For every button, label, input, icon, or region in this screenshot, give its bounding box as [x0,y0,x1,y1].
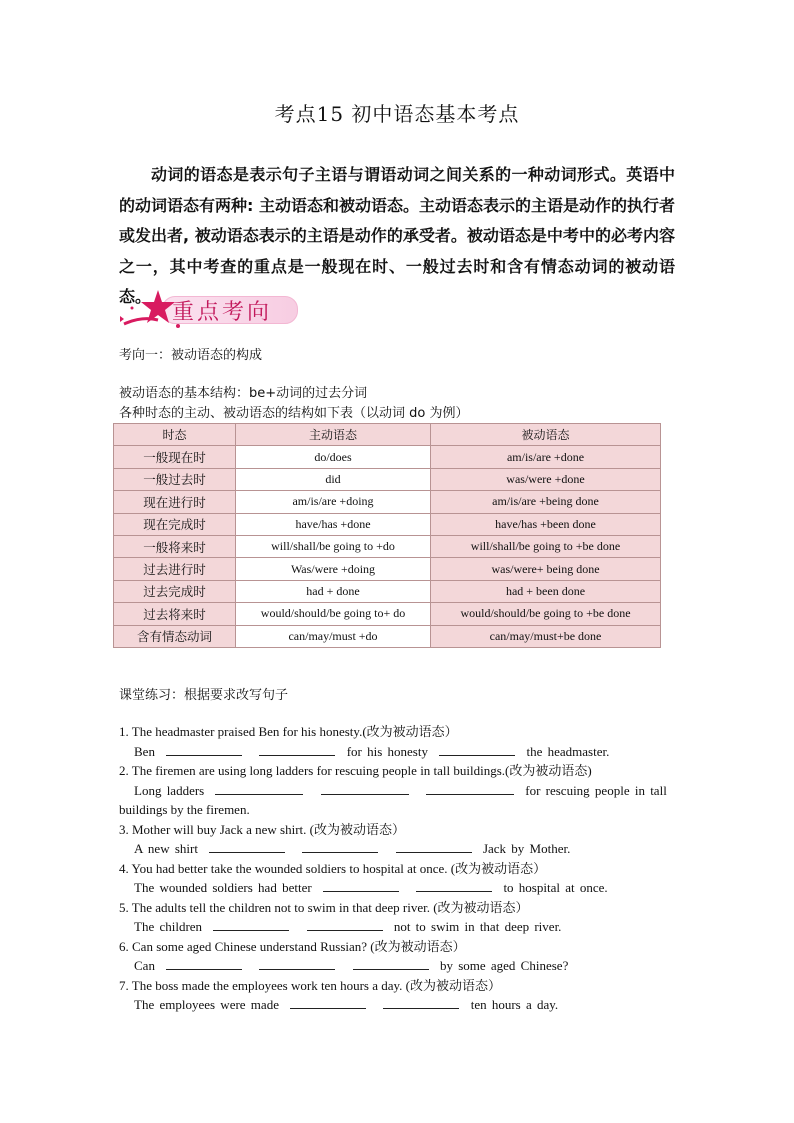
passive-cell: had + been done [431,580,661,602]
practice-title: 课堂练习：根据要求改写句子 [119,688,289,703]
answer-blank[interactable] [439,743,515,756]
answer-prefix: Long ladders [134,782,205,798]
answer-blank[interactable] [383,996,459,1009]
exercise-answer [119,917,675,937]
answer-prefix: The children [134,919,203,934]
answer-suffix: Jack by Mother. [482,841,571,856]
answer-blank[interactable] [323,879,399,892]
active-cell: do/does [236,446,431,468]
answer-blank[interactable] [416,879,492,892]
answer-prefix: A new shirt [134,841,198,856]
exercise-answer [119,839,675,859]
answer-blank[interactable] [259,957,335,970]
exercise-question: 3. Mother will buy Jack a new shirt. (改为被动语态） [119,821,405,837]
answer-suffix: not to swim in that deep river. [393,919,562,934]
structure-line-1: 被动语态的基本结构：be+动词的过去分词 [119,386,368,401]
table-row [114,513,661,535]
tense-cell: 过去进行时 [114,558,236,580]
answer-suffix: ten hours a day. [470,997,559,1012]
tense-cell: 一般将来时 [114,535,236,557]
exercise-answer [119,995,675,1015]
answer-blank[interactable] [209,840,285,853]
answer-blank[interactable] [215,782,303,795]
answer-prefix: The wounded soldiers had better [134,880,312,895]
table-row [114,535,661,557]
answer-suffix: the headmaster. [526,743,610,759]
active-cell: Was/were +doing [236,558,431,580]
active-cell: am/is/are +doing [236,491,431,513]
answer-suffix: by some aged Chinese? [439,958,569,973]
active-cell: have/has +done [236,513,431,535]
structure-line-2: 各种时态的主动、被动语态的结构如下表（以动词 do 为例） [119,406,469,421]
answer-blank[interactable] [396,840,472,853]
active-cell: would/should/be going to+ do [236,603,431,625]
table-row [114,468,661,490]
tense-cell: 过去完成时 [114,580,236,602]
answer-prefix: Can [134,958,155,973]
answer-blank[interactable] [426,782,514,795]
table-row [114,446,661,468]
exercise-list [119,722,675,1015]
passive-cell: was/were+ being done [431,558,661,580]
passive-cell: have/has +been done [431,513,661,535]
exercise-question: 2. The firemen are using long ladders for rescuing people in tall buildings.(改为被动语态) [119,763,592,778]
answer-blank[interactable] [321,782,409,795]
answer-blank[interactable] [302,840,378,853]
table-header-row [114,424,661,446]
answer-continuation: buildings by the firemen. [119,802,250,817]
answer-prefix: Ben [134,743,155,759]
exercise-answer [119,781,675,801]
header-active: 主动语态 [236,424,431,446]
passive-cell: was/were +done [431,468,661,490]
answer-blank[interactable] [307,918,383,931]
active-cell: can/may/must +do [236,625,431,647]
voice-structure-table [113,423,661,648]
tense-cell: 含有情态动词 [114,625,236,647]
active-cell: did [236,468,431,490]
tense-cell: 过去将来时 [114,603,236,625]
table-row [114,603,661,625]
passive-cell: can/may/must+be done [431,625,661,647]
page-title: 考点15 初中语态基本考点 [274,102,520,126]
answer-suffix: to hospital at once. [503,880,608,895]
answer-blank[interactable] [259,743,335,756]
exercise-question: 6. Can some aged Chinese understand Russian? (改为被动语态） [119,938,466,954]
exercise-answer [119,878,675,898]
banner-label: 重点考向 [172,300,273,325]
answer-middle: for his honesty [346,743,428,759]
header-tense: 时态 [114,424,236,446]
exercise-question: 7. The boss made the employees work ten hours a day. (改为被动语态） [119,977,501,993]
key-points-banner [118,286,298,334]
passive-cell: am/is/are +done [431,446,661,468]
answer-blank[interactable] [290,996,366,1009]
passive-cell: will/shall/be going to +be done [431,535,661,557]
exercise-question: 4. You had better take the wounded soldiers to hospital at once. (改为被动语态） [119,860,547,876]
active-cell: had + done [236,580,431,602]
answer-blank[interactable] [166,743,242,756]
tense-cell: 一般过去时 [114,468,236,490]
tense-cell: 现在进行时 [114,491,236,513]
exercise-answer [119,742,675,762]
answer-blank[interactable] [213,918,289,931]
active-cell: will/shall/be going to +do [236,535,431,557]
exercise-question: 5. The adults tell the children not to swim in that deep river. (改为被动语态） [119,899,529,915]
passive-cell: would/should/be going to +be done [431,603,661,625]
answer-suffix: for rescuing people in tall [525,782,667,798]
table-row [114,580,661,602]
table-row [114,558,661,580]
section-heading: 考向一：被动语态的构成 [119,348,263,363]
answer-prefix: The employees were made [134,997,279,1012]
answer-blank[interactable] [166,957,242,970]
exercise-question: 1. The headmaster praised Ben for his honesty.(改为被动语态） [119,724,458,739]
table-row [114,625,661,647]
answer-blank[interactable] [353,957,429,970]
tense-cell: 一般现在时 [114,446,236,468]
tense-cell: 现在完成时 [114,513,236,535]
header-passive: 被动语态 [431,424,661,446]
table-row [114,491,661,513]
exercise-answer [119,956,675,976]
intro-paragraph: 动词的语态是表示句子主语与谓语动词之间关系的一种动词形式。英语中的动词语态有两种: 主动语态和被动语态。主动语态表示的主语是动作的执行者或发出者, 被动语态表示的主语是动作的承受者。被动语态是中考中的必考内容之一，其中考查的重点是一般现在时、一般过去时和含有情态动词的被动语态。 [119,165,675,306]
passive-cell: am/is/are +being done [431,491,661,513]
